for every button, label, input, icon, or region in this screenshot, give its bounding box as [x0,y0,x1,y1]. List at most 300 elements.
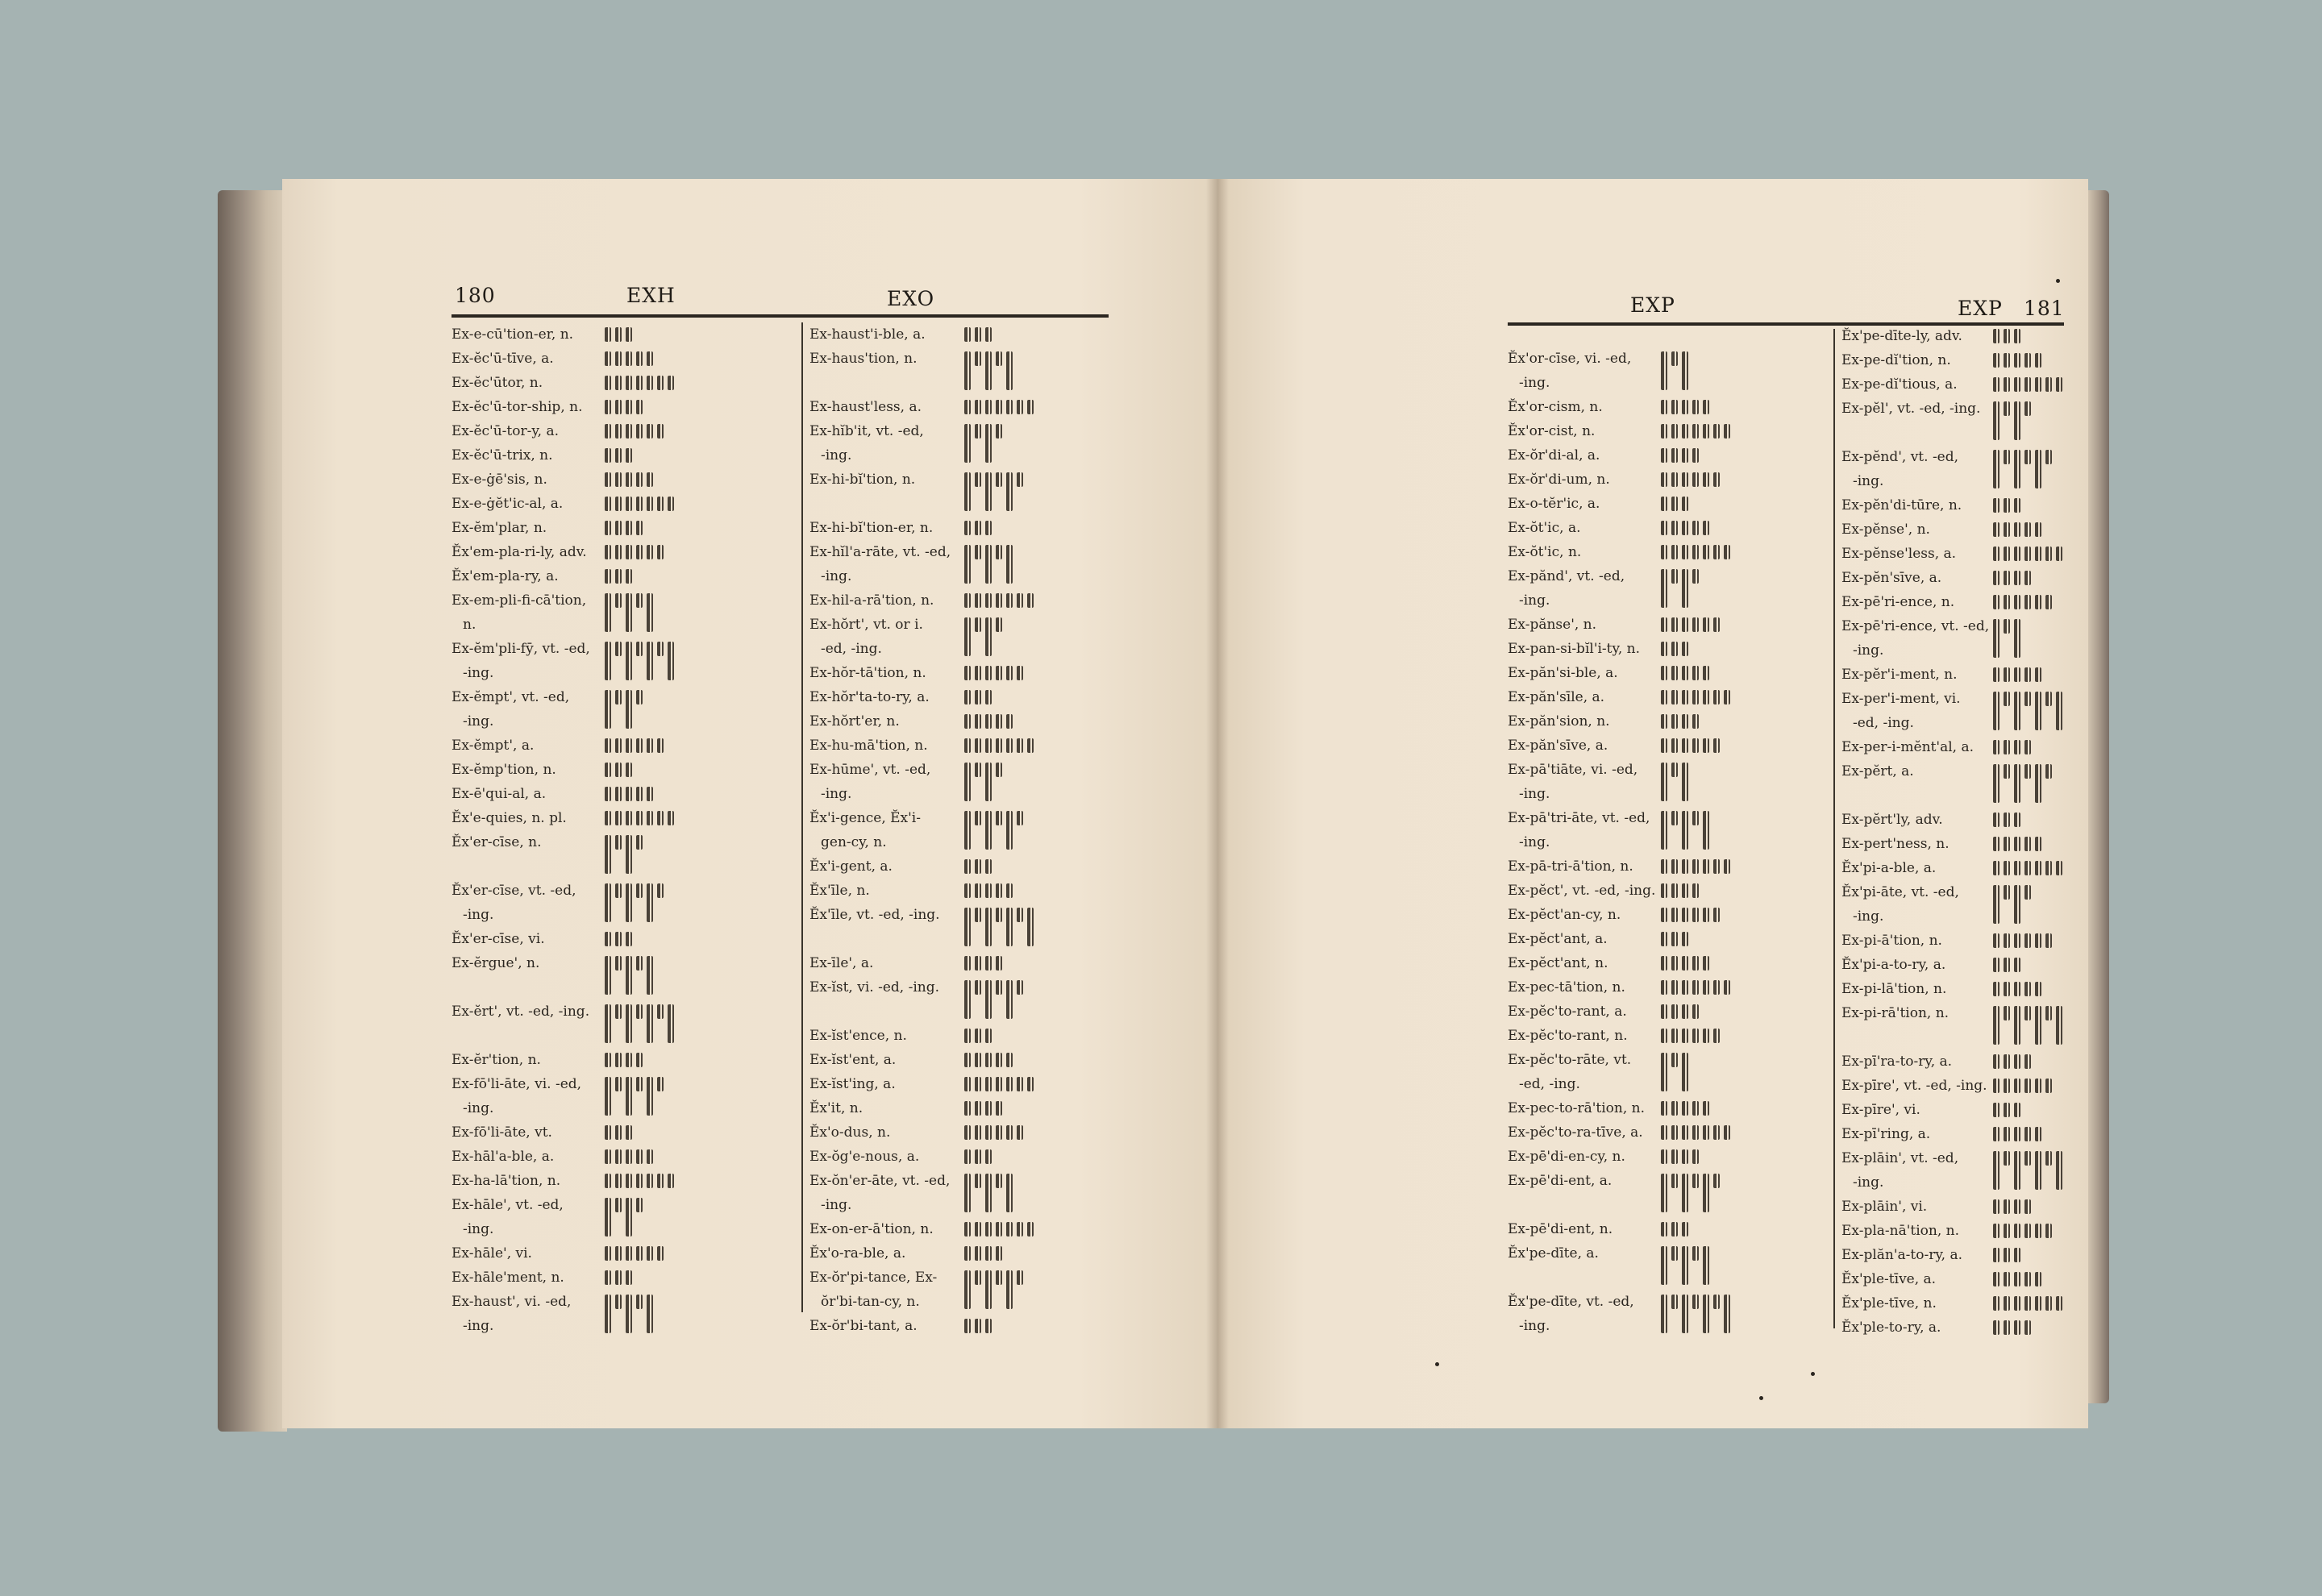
japanese-gloss-glyph [2014,982,2020,996]
headword: Ex-ŏr'di-um, n. [1508,472,1610,488]
japanese-gloss-glyph [964,690,971,704]
dictionary-entry [452,322,790,347]
headword: Ĕx'i-gence, Ĕx'i- [809,810,921,826]
japanese-gloss-glyph [2004,329,2010,343]
right-page-stack-edge [2085,190,2109,1403]
headword: Ex-hi-bĭ'tion, n. [809,472,916,488]
japanese-gloss-glyph [636,1053,643,1067]
headword: Ĕx'i-gent, a. [809,858,893,875]
japanese-gloss-glyph [1671,1101,1678,1116]
dictionary-entry [1841,687,2083,735]
japanese-gloss-glyph [2024,885,2031,900]
japanese-gloss-glyph [1661,980,1667,995]
japanese-gloss-glyph [605,1053,611,1067]
japanese-gloss-glyph [1661,448,1667,463]
headword: Ex-pĕr'i-ment, n. [1841,667,1958,683]
japanese-gloss-glyph [2014,353,2020,368]
japanese-gloss-glyph [626,472,632,487]
dictionary-entry [452,419,790,443]
headword: Ex-pē'di-ent, n. [1508,1221,1613,1237]
headword-continuation: -ing. [821,568,852,584]
book-gutter [1206,179,1229,1428]
japanese-gloss-glyph [2024,692,2031,706]
headword: Ex-ĕm'pli-fȳ, vt. -ed, [452,641,590,657]
dictionary-entry [1508,347,1830,395]
japanese-gloss-glyph [615,956,622,970]
japanese-gloss-glyph [975,521,981,535]
headword: Ex-pĕnd', vt. -ed, [1841,449,1959,465]
japanese-gloss-glyph [626,448,632,463]
japanese-gloss-glyph [1703,424,1709,438]
japanese-gloss-glyph [1993,1127,2000,1141]
japanese-gloss-glyph [605,642,611,680]
headword: Ĕx'pe-dīte, vt. -ed, [1508,1294,1634,1310]
headword: Ex-per-i-mĕnt'al, a. [1841,739,1974,755]
headword: Ex-ĕrt', vt. -ed, -ing. [452,1004,590,1020]
japanese-gloss-glyph [2056,377,2062,392]
japanese-gloss-glyph [964,811,971,850]
headword-continuation: n. [463,617,476,633]
japanese-gloss-glyph [605,569,611,584]
japanese-gloss-glyph [2056,1151,2062,1190]
japanese-gloss-glyph [605,811,611,825]
dictionary-entry [1841,1146,2083,1195]
japanese-gloss-glyph [1682,1053,1688,1091]
japanese-gloss-glyph [1692,714,1699,729]
dictionary-entry [1508,395,1830,419]
japanese-gloss-glyph [1692,400,1699,414]
japanese-gloss-glyph [1993,1054,2000,1069]
japanese-gloss-glyph [647,1004,653,1043]
dictionary-entry [452,347,790,371]
japanese-gloss-glyph [647,642,653,680]
headword: Ex-pē'di-ent, a. [1508,1173,1612,1189]
japanese-gloss-glyph [647,1077,653,1116]
japanese-gloss-glyph [605,521,611,535]
japanese-gloss-glyph [1661,956,1667,970]
page-number-left: 180 [455,284,496,307]
japanese-gloss-glyph [1692,738,1699,753]
japanese-gloss-glyph [2014,933,2020,948]
japanese-gloss-glyph [985,666,992,680]
japanese-gloss-glyph [1993,1248,2000,1262]
japanese-gloss-glyph [626,521,632,535]
japanese-gloss-glyph [615,1004,622,1019]
japanese-gloss-glyph [2014,885,2020,924]
japanese-gloss-glyph [657,1174,664,1188]
japanese-gloss-glyph [636,545,643,559]
japanese-gloss-glyph [1993,1199,2000,1214]
headword: Ex-ŏn'er-āte, vt. -ed, [809,1173,951,1189]
japanese-gloss-glyph [964,1053,971,1067]
japanese-gloss-glyph [657,883,664,898]
japanese-gloss-glyph [2035,353,2041,368]
headword: Ex-ĭst, vi. -ed, -ing. [809,979,940,995]
japanese-gloss-glyph [2024,1054,2031,1069]
japanese-gloss-glyph [1671,1004,1678,1019]
headword: Ĕx'pi-āte, vt. -ed, [1841,884,1959,900]
headword-continuation: gen-cy, n. [821,834,887,850]
japanese-gloss-glyph [2045,861,2052,875]
headword-continuation: -ing. [463,1318,494,1334]
japanese-gloss-glyph [615,811,622,825]
dictionary-entry [1508,1024,1830,1048]
japanese-gloss-glyph [615,327,622,342]
dictionary-entry [809,758,1116,806]
dictionary-entry [1508,613,1830,637]
japanese-gloss-glyph [996,908,1002,922]
headword: Ex-īle', a. [809,955,874,971]
dictionary-entry [1508,1217,1830,1241]
japanese-gloss-glyph [1682,1149,1688,1164]
headword-continuation: -ing. [463,1100,494,1116]
japanese-gloss-glyph [996,883,1002,898]
japanese-gloss-glyph [605,1004,611,1043]
headword: Ĕx'pi-a-ble, a. [1841,860,1937,876]
japanese-gloss-glyph [964,545,971,584]
japanese-gloss-glyph [2014,595,2020,609]
headword: Ex-ĕc'ū-trix, n. [452,447,553,463]
dictionary-entry [452,1000,790,1048]
japanese-gloss-glyph [2004,619,2010,634]
japanese-gloss-glyph [1682,859,1688,874]
japanese-gloss-glyph [1993,861,2000,875]
japanese-gloss-glyph [975,690,981,704]
japanese-gloss-glyph [1661,666,1667,680]
japanese-gloss-glyph [2024,522,2031,537]
dictionary-entry [1508,540,1830,564]
headword: Ex-pĕc'to-rāte, vt. [1508,1052,1632,1068]
japanese-gloss-glyph [975,859,981,874]
japanese-gloss-glyph [996,593,1002,608]
headword: Ex-pla-nā'tion, n. [1841,1223,1960,1239]
left-page-column-2 [809,322,1116,1338]
japanese-gloss-glyph [605,448,611,463]
japanese-gloss-glyph [1671,1174,1678,1188]
headword: Ex-haust'i-ble, a. [809,326,926,343]
japanese-gloss-glyph [615,400,622,414]
japanese-gloss-glyph [1661,859,1667,874]
dictionary-entry [1841,880,2083,929]
japanese-gloss-glyph [985,424,992,463]
japanese-gloss-glyph [2014,1272,2020,1286]
japanese-gloss-glyph [1993,595,2000,609]
japanese-gloss-glyph [1682,1174,1688,1212]
japanese-gloss-glyph [1006,593,1013,608]
headword: Ĕx'em-pla-ry, a. [452,568,559,584]
dictionary-entry [809,1241,1116,1266]
headword: Ex-pănd', vt. -ed, [1508,568,1625,584]
headword: Ex-pănse', n. [1508,617,1597,633]
japanese-gloss-glyph [1703,956,1709,970]
japanese-gloss-glyph [2045,450,2052,464]
headword: Ex-pĕrt, a. [1841,763,1914,779]
japanese-gloss-glyph [647,811,653,825]
japanese-gloss-glyph [1017,738,1023,753]
dictionary-entry [1841,1074,2083,1098]
japanese-gloss-glyph [1671,1053,1678,1067]
japanese-gloss-glyph [605,763,611,777]
japanese-gloss-glyph [975,1222,981,1236]
headword: Ĕx'or-cism, n. [1508,399,1603,415]
japanese-gloss-glyph [985,1222,992,1236]
japanese-gloss-glyph [1993,619,2000,658]
japanese-gloss-glyph [1682,642,1688,656]
japanese-gloss-glyph [964,472,971,511]
headword: Ex-ĕc'ū-tīve, a. [452,351,554,367]
japanese-gloss-glyph [996,1125,1002,1140]
japanese-gloss-glyph [1661,351,1667,390]
dictionary-entry [809,1145,1116,1169]
japanese-gloss-glyph [626,932,632,946]
headword-continuation: -ing. [821,447,852,463]
japanese-gloss-glyph [2004,982,2010,996]
japanese-gloss-glyph [964,593,971,608]
japanese-gloss-glyph [1703,1029,1709,1043]
japanese-gloss-glyph [636,497,643,511]
japanese-gloss-glyph [975,617,981,632]
japanese-gloss-glyph [2014,1103,2020,1117]
headword: Ex-pĕn'sīve, a. [1841,570,1942,586]
japanese-gloss-glyph [605,424,611,438]
japanese-gloss-glyph [1017,1270,1023,1285]
japanese-gloss-glyph [964,521,971,535]
japanese-gloss-glyph [647,472,653,487]
headword: Ex-pe-dĭ'tion, n. [1841,352,1951,368]
headword-continuation: ŏr'bi-tan-cy, n. [821,1294,920,1310]
japanese-gloss-glyph [2045,547,2052,561]
japanese-gloss-glyph [964,617,971,656]
japanese-gloss-glyph [1006,1222,1013,1236]
japanese-gloss-glyph [1703,666,1709,680]
japanese-gloss-glyph [1006,908,1013,946]
japanese-gloss-glyph [2035,692,2041,730]
japanese-gloss-glyph [2004,571,2010,585]
headword: Ex-hāle', vt. -ed, [452,1197,564,1213]
japanese-gloss-glyph [615,763,622,777]
japanese-gloss-glyph [2035,1224,2041,1238]
japanese-gloss-glyph [615,593,622,608]
japanese-gloss-glyph [2004,667,2010,682]
japanese-gloss-glyph [2014,1248,2020,1262]
japanese-gloss-glyph [626,569,632,584]
dictionary-entry [452,1120,790,1145]
headword-continuation: -ing. [1519,834,1550,850]
japanese-gloss-glyph [1993,450,2000,488]
japanese-gloss-glyph [2045,1296,2052,1311]
japanese-gloss-glyph [1724,980,1730,995]
japanese-gloss-glyph [2045,933,2052,948]
japanese-gloss-glyph [1682,908,1688,922]
japanese-gloss-glyph [2045,1006,2052,1020]
japanese-gloss-glyph [2014,1199,2020,1214]
japanese-gloss-glyph [1671,617,1678,632]
japanese-gloss-glyph [975,1149,981,1164]
japanese-gloss-glyph [2024,1224,2031,1238]
japanese-gloss-glyph [985,400,992,414]
japanese-gloss-glyph [1006,1125,1013,1140]
japanese-gloss-glyph [2004,1248,2010,1262]
japanese-gloss-glyph [2024,1296,2031,1311]
japanese-gloss-glyph [1692,980,1699,995]
japanese-gloss-glyph [605,835,611,874]
japanese-gloss-glyph [636,1004,643,1019]
japanese-gloss-glyph [1682,1101,1688,1116]
right-page [1217,179,2088,1428]
japanese-gloss-glyph [2056,547,2062,561]
dictionary-entry [1508,685,1830,709]
japanese-gloss-glyph [2024,571,2031,585]
japanese-gloss-glyph [985,1270,992,1309]
japanese-gloss-glyph [605,376,611,390]
dictionary-entry [1841,1315,2083,1340]
japanese-gloss-glyph [1682,569,1688,608]
japanese-gloss-glyph [1993,498,2000,513]
japanese-gloss-glyph [647,497,653,511]
japanese-gloss-glyph [1682,400,1688,414]
japanese-gloss-glyph [1671,811,1678,825]
headword: Ex-pē'ri-ence, vt. -ed, [1841,618,1990,634]
japanese-gloss-glyph [636,424,643,438]
japanese-gloss-glyph [1692,883,1699,898]
japanese-gloss-glyph [1713,472,1720,487]
headword: Ex-pīre', vi. [1841,1102,1920,1118]
headword: Ex-ŏr'pi-tance, Ex- [809,1270,938,1286]
headword: Ex-ĭst'ent, a. [809,1052,897,1068]
japanese-gloss-glyph [985,1149,992,1164]
japanese-gloss-glyph [2004,1199,2010,1214]
dictionary-entry [452,371,790,395]
dictionary-entry [1508,492,1830,516]
headword: Ex-on-er-ā'tion, n. [809,1221,934,1237]
japanese-gloss-glyph [2014,1054,2020,1069]
japanese-gloss-glyph [605,1198,611,1236]
japanese-gloss-glyph [2014,547,2020,561]
japanese-gloss-glyph [1661,1053,1667,1091]
japanese-gloss-glyph [636,1198,643,1212]
headword: Ex-hāl'a-ble, a. [452,1149,555,1165]
japanese-gloss-glyph [1713,617,1720,632]
japanese-gloss-glyph [1661,497,1667,511]
japanese-gloss-glyph [1703,980,1709,995]
dictionary-entry [809,395,1116,419]
japanese-gloss-glyph [2035,982,2041,996]
dictionary-entry [1508,564,1830,613]
japanese-gloss-glyph [1661,569,1667,608]
headword: Ex-pĕnse'less, a. [1841,546,1957,562]
japanese-gloss-glyph [1713,545,1720,559]
dictionary-entry [1841,445,2083,493]
japanese-gloss-glyph [964,666,971,680]
column-divider-left [801,322,803,1312]
japanese-gloss-glyph [657,811,664,825]
japanese-gloss-glyph [1692,811,1699,825]
dictionary-entry [1508,1000,1830,1024]
dictionary-entry [1508,637,1830,661]
headword: Ex-haus'tion, n. [809,351,918,367]
dictionary-entry [1841,1219,2083,1243]
japanese-gloss-glyph [636,956,643,970]
headword: Ex-pĕrt'ly, adv. [1841,812,1943,828]
japanese-gloss-glyph [2004,353,2010,368]
japanese-gloss-glyph [668,497,674,511]
japanese-gloss-glyph [1692,545,1699,559]
japanese-gloss-glyph [2004,498,2010,513]
japanese-gloss-glyph [964,1246,971,1261]
japanese-gloss-glyph [647,738,653,753]
japanese-gloss-glyph [657,1246,664,1261]
headword: Ex-pā'tri-āte, vt. -ed, [1508,810,1650,826]
japanese-gloss-glyph [657,642,664,656]
japanese-gloss-glyph [2004,1151,2010,1166]
japanese-gloss-glyph [975,400,981,414]
japanese-gloss-glyph [2035,522,2041,537]
japanese-gloss-glyph [657,497,664,511]
dictionary-entry [452,468,790,492]
japanese-gloss-glyph [1682,545,1688,559]
japanese-gloss-glyph [996,617,1002,632]
japanese-gloss-glyph [2056,692,2062,730]
japanese-gloss-glyph [626,376,632,390]
japanese-gloss-glyph [985,351,992,390]
japanese-gloss-glyph [2004,1079,2010,1093]
japanese-gloss-glyph [1703,908,1709,922]
headword: Ĕx'or-cist, n. [1508,423,1596,439]
japanese-gloss-glyph [1682,1029,1688,1043]
japanese-gloss-glyph [657,424,664,438]
headword-continuation: -ing. [1853,473,1884,489]
japanese-gloss-glyph [2035,377,2041,392]
japanese-gloss-glyph [985,714,992,729]
japanese-gloss-glyph [657,1077,664,1091]
japanese-gloss-glyph [1692,859,1699,874]
japanese-gloss-glyph [636,642,643,656]
japanese-gloss-glyph [626,327,632,342]
japanese-gloss-glyph [1661,472,1667,487]
japanese-gloss-glyph [2014,329,2020,343]
japanese-gloss-glyph [2014,667,2020,682]
japanese-gloss-glyph [2056,1006,2062,1045]
japanese-gloss-glyph [985,1077,992,1091]
japanese-gloss-glyph [1661,738,1667,753]
dictionary-entry [1841,856,2083,880]
japanese-gloss-glyph [2004,1103,2010,1117]
japanese-gloss-glyph [975,811,981,825]
japanese-gloss-glyph [1993,1320,2000,1335]
japanese-gloss-glyph [2035,1006,2041,1045]
japanese-gloss-glyph [1692,617,1699,632]
japanese-gloss-glyph [2045,1151,2052,1166]
japanese-gloss-glyph [1993,401,2000,440]
japanese-gloss-glyph [668,811,674,825]
japanese-gloss-glyph [1703,1101,1709,1116]
japanese-gloss-glyph [2014,1127,2020,1141]
japanese-gloss-glyph [975,883,981,898]
dictionary-entry [1508,1120,1830,1145]
japanese-gloss-glyph [2024,1006,2031,1020]
dictionary-entry [809,685,1116,709]
dictionary-entry [809,468,1116,516]
japanese-gloss-glyph [1682,932,1688,946]
japanese-gloss-glyph [1682,1222,1688,1236]
page-number-right: 181 [2024,297,2065,320]
dictionary-entry [1508,1241,1830,1290]
left-page-stack-edge [218,190,287,1432]
japanese-gloss-glyph [996,472,1002,487]
japanese-gloss-glyph [615,376,622,390]
japanese-gloss-glyph [985,1101,992,1116]
japanese-gloss-glyph [1682,497,1688,511]
